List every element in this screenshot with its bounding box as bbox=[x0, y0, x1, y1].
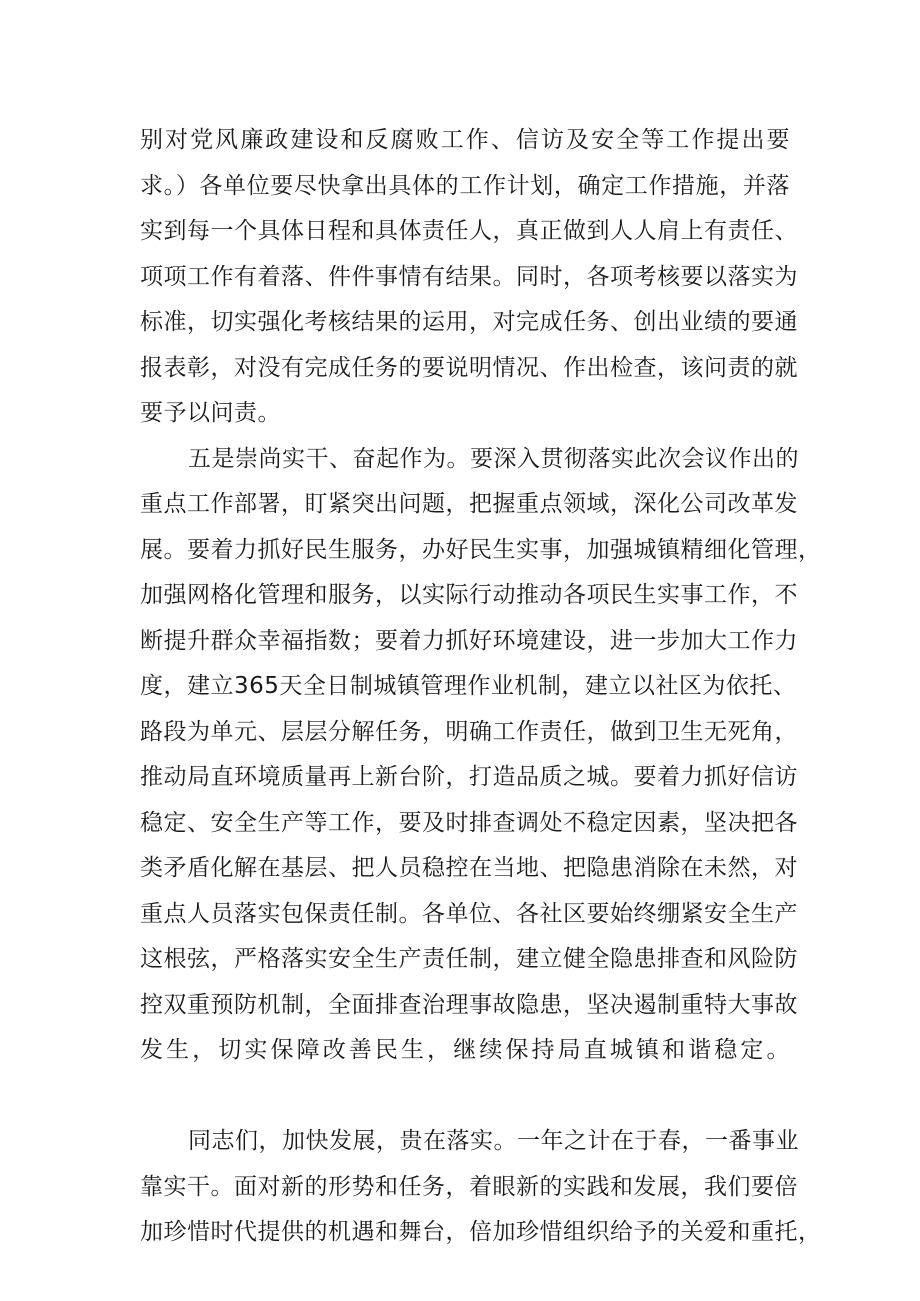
text-line: 实到每一个具体日程和具体责任人，真正做到人人肩上有责任、 bbox=[140, 218, 798, 244]
text-line: 靠实干。面对新的形势和任务，着眼新的实践和发展，我们要倍 bbox=[140, 1173, 798, 1200]
paragraph bbox=[140, 1119, 822, 1256]
text-line: 类矛盾化解在基层、把人员稳控在当地、把隐患消除在未然，对 bbox=[140, 855, 798, 881]
text-line: 展。要着力抓好民生服务，办好民生实事，加强城镇精细化管理， bbox=[140, 536, 822, 563]
text-line: 项项工作有着落、件件事情有结果。同时，各项考核要以落实为 bbox=[140, 263, 798, 290]
paragraph bbox=[140, 118, 798, 437]
text-line: 报表彰，对没有完成任务的要说明情况、作出检查，该问责的就 bbox=[140, 354, 798, 381]
paragraph bbox=[140, 437, 822, 1120]
text-line: 这根弦，严格落实安全生产责任制，建立健全隐患排查和风险防 bbox=[140, 946, 798, 972]
text-line: 标准，切实强化考核结果的运用，对完成任务、创出业绩的要通 bbox=[140, 309, 798, 335]
text-line: 加珍惜时代提供的机遇和舞台，倍加珍惜组织给予的关爱和重托， bbox=[140, 1219, 822, 1245]
text-line: 五是崇尚实干、奋起作为。要深入贯彻落实此次会议作出的 bbox=[188, 445, 799, 472]
text-line: 断提升群众幸福指数；要着力抓好环境建设，进一步加大工作力 bbox=[140, 627, 798, 654]
text-line: 别对党风廉政建设和反腐败工作、信访及安全等工作提出要 bbox=[140, 127, 790, 153]
text-line: 重点人员落实包保责任制。各单位、各社区要始终绷紧安全生产 bbox=[140, 900, 798, 927]
text-line bbox=[140, 1074, 790, 1120]
document-body bbox=[140, 118, 822, 1256]
text-line: 稳定、安全生产等工作，要及时排查调处不稳定因素，坚决把各 bbox=[140, 809, 798, 836]
text-line: 度，建立365天全日制城镇管理作业机制，建立以社区为依托、 bbox=[140, 673, 797, 699]
text-line: 推动局直环境质量再上新台阶，打造品质之城。要着力抓好信访 bbox=[140, 764, 798, 790]
text-line: 加强网格化管理和服务，以实际行动推动各项民生实事工作，不 bbox=[140, 582, 798, 608]
text-line: 发生，切实保障改善民生，继续保持局直城镇和谐稳定。 bbox=[140, 1037, 790, 1063]
text-line: 控双重预防机制，全面排查治理事故隐患，坚决遏制重特大事故 bbox=[140, 991, 798, 1018]
text-line: 重点工作部署，盯紧突出问题，把握重点领域，深化公司改革发 bbox=[140, 491, 798, 517]
text-line: 求。）各单位要尽快拿出具体的工作计划，确定工作措施，并落 bbox=[140, 172, 790, 199]
text-line: 同志们，加快发展，贵在落实。一年之计在于春，一番事业 bbox=[188, 1128, 799, 1154]
text-line: 要予以问责。 bbox=[140, 400, 281, 426]
text-line: 路段为单元、层层分解任务，明确工作责任，做到卫生无死角， bbox=[140, 718, 798, 745]
